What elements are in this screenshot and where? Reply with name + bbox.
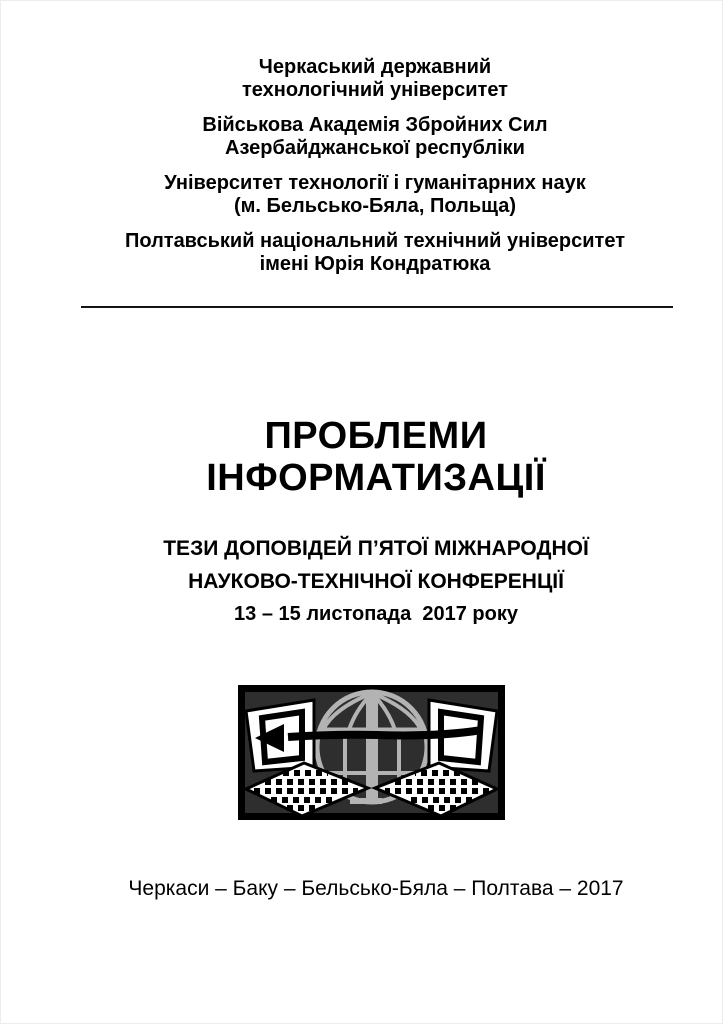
page-title bbox=[66, 415, 686, 499]
institution-line: імені Юрія Кондратюка bbox=[259, 252, 491, 275]
institution-line: Черкаський державний bbox=[258, 56, 492, 78]
institution-line: Полтавський національний технічний університет bbox=[124, 230, 626, 252]
subtitle-line: ТЕЗИ ДОПОВІДЕЙ П’ЯТОЇ МІЖНАРОДНОЇ bbox=[163, 537, 589, 560]
institution-name bbox=[80, 114, 670, 159]
page-title-line: ІНФОРМАТИЗАЦІЇ bbox=[206, 457, 546, 499]
page-title-line: ПРОБЛЕМИ bbox=[264, 415, 488, 457]
institution-line: Університет технології і гуманітарних наук bbox=[164, 172, 586, 194]
conference-logo bbox=[238, 685, 505, 820]
subtitle-block bbox=[66, 533, 686, 631]
divider-rule bbox=[81, 306, 673, 308]
institution-line: Азербайджанської республіки bbox=[225, 136, 525, 159]
institution-name bbox=[80, 56, 670, 101]
institution-line: (м. Бельсько-Бяла, Польща) bbox=[233, 194, 517, 217]
globe-between-laptops-icon bbox=[238, 685, 505, 820]
institution-line: Військова Академія Збройних Сил bbox=[202, 114, 548, 136]
footer-cities: Черкаси – Баку – Бельсько-Бяла – Полтава – 2017 bbox=[128, 877, 624, 900]
institution-name bbox=[80, 230, 670, 275]
institutions-block bbox=[80, 56, 670, 288]
subtitle-line: НАУКОВО-ТЕХНІЧНОЇ КОНФЕРЕНЦІЇ bbox=[188, 569, 564, 593]
institution-name bbox=[80, 172, 670, 217]
institution-line: технологічний університет bbox=[242, 78, 508, 101]
conference-date: 13 – 15 листопада 2017 року bbox=[234, 603, 518, 625]
